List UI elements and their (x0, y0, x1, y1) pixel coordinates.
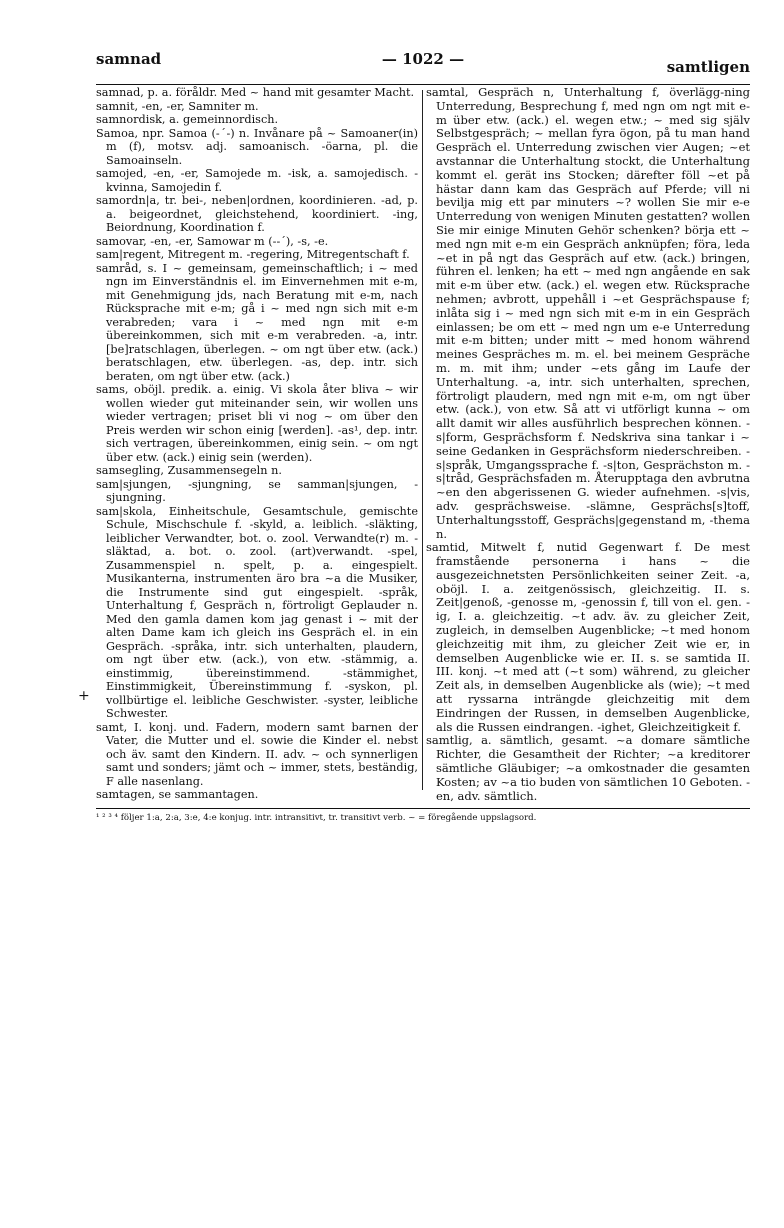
footer-rule (96, 808, 750, 809)
entry: sam|sjungen, -sjungning, se samman|sjungen, -sjungning. (96, 477, 418, 504)
entry: samtid, Mitwelt f, nutid Gegenwart f. De mest framstående personerna i hans ~ die ausgezeichnetsten Persönlichkeiten seiner Zeit. -a, oböjl. I. a. zeitgenössisch, gleichzeitig. II. s. Zeit|genoß, -genosse m, -genossin f, till von el. gen. -ig, I. a. gleichzeitig. ~t adv. äv. zu gleicher Zeit, zugleich, in demselben Augenblicke; ~t med honom gleichzeitig mit ihm, zu gleicher Zeit wie er, in demselben Augenblicke wie er. II. s. se samtida II. III. konj. ~t med att (~t som) während, zu gleicher Zeit als, in demselben Augenblicke als (wie); ~t med att ryssarna inträngde gleichzeitig mit dem Eindringen der Russen, in demselben Augenblicke, als die Russen eindrangen. -ighet, Gleichzeitigkeit f. (426, 540, 750, 734)
footer-legend: ¹ ² ³ ⁴ följer 1:a, 2:a, 3:e, 4:e konjug. intr. intransitivt, tr. transitivt verb. ~ = föregående uppslagsord. (96, 813, 537, 823)
entry: samnordisk, a. gemeinnordisch. (96, 113, 279, 126)
entry: sam|regent, Mitregent m. -regering, Mitregentschaft f. (96, 248, 410, 261)
entry: samt, I. konj. und. Fadern, modern samt barnen der Vater, die Mutter und el. sowie die Kinder el. nebst och äv. samt den Kindern. II. adv. ~ och synnerligen samt und sonders; jämt och ~ immer, stets, beständig, F alle nasenlang. (96, 720, 418, 788)
column-divider (422, 90, 423, 790)
entry: samojed, -en, -er, Samojede m. -isk, a. samojedisch. -kvinna, Samojedin f. (96, 167, 418, 194)
margin-mark: + (78, 688, 90, 704)
page-number: — 1022 — (381, 50, 465, 68)
entry: samnit, -en, -er, Samniter m. (96, 99, 259, 113)
left-column (96, 86, 418, 802)
right-column (426, 86, 750, 803)
entry: Samoa, npr. Samoa (-ˊ-) n. Invånare på ~ Samoaner(in) m (f), motsv. adj. samoanisch. -öarna, pl. die Samoainseln. (96, 126, 418, 167)
entry: samtagen, se sammantagen. (96, 788, 259, 801)
entry: samsegling, Zusammensegeln n. (96, 464, 282, 477)
entry: samovar, -en, -er, Samowar m (--ˊ), -s, -e. (96, 234, 329, 248)
entry: sam|skola, Einheitschule, Gesamtschule, gemischte Schule, Mischschule f. -skyld, a. leiblich. -släkting, leiblicher Verwandter, bot. o. zool. Verwandte(r) m. -släktad, a. bot. o. zool. (art)verwandt. -spel, Zusammenspiel n. spelt, p. a. eingespielt. Musikanterna, instrumenten äro bra ~a die Musiker, die Instrumente sind gut eingespielt. -språk, Unterhaltung f, Gespräch n, förtroligt Geplauder n. Med den gamla damen kom jag genast i ~ mit der alten Dame kam ich gleich ins Gespräch el. in ein Gespräch. -språka, intr. sich unterhalten, plaudern, om ngt über etw. (ack.), von etw. -stämmig, a. einstimmig, übereinstimmend. -stämmighet, Einstimmigkeit, Übereinstimmung f. -syskon, pl. vollbürtige el. leibliche Geschwister. -syster, leibliche Schwester. (96, 504, 418, 720)
header-last-word: samtligen (666, 58, 750, 76)
entry: sams, oböjl. predik. a. einig. Vi skola åter bliva ~ wir wollen wieder gut miteinander sein, wir wollen uns wieder vertragen; priset bli vi nog ~ om über den Preis werden wir schon einig [werden]. -as¹, dep. intr. sich vertragen, übereinkommen, einig sein. ~ om ngt über etw. (ack.) einig sein (werden). (96, 383, 418, 464)
entry: samtlig, a. sämtlich, gesamt. ~a domare sämtliche Richter, die Gesamtheit der Richter; ~a kreditorer sämtliche Gläubiger; ~a omkostnader die gesamten Kosten; av ~a tio buden von sämtlichen 10 Geboten. -en, adv. sämtlich. (426, 733, 750, 803)
entry: samnad, p. a. föråldr. Med ~ hand mit gesamter Macht. (96, 86, 415, 99)
header-first-word: samnad (96, 50, 162, 68)
entry: samordn|a, tr. bei-, neben|ordnen, koordinieren. -ad, p. a. beigeordnet, gleichstehend, koordiniert. -ing, Beiordnung, Koordination f. (96, 194, 418, 234)
entry: samtal, Gespräch n, Unterhaltung f, överlägg-ning Unterredung, Besprechung f, med ngn om ngt mit e-m über etw. (ack.) el. wegen etw.; ~ med sig själv Selbstgespräch; ~ mellan fyra ögon, på tu man hand Gespräch el. Unterredung zwischen vier Augen; ~et avstannar die Unterhaltung stockt, die Unterhaltung kommt el. gerät ins Stocken; därefter föll ~et på hästar dann kam das Gespräch auf Pferde; vill ni bevilja mig ett par minuters ~? wollen Sie mir e-e Unterredung von wenigen Minuten gestatten? wollen Sie mir einige Minuten Gehör schenken? börja ett ~ med ngn mit e-m ein Gespräch anknüpfen; föra, leda ~et in på ngt das Gespräch auf etw. (ack.) bringen, führen el. lenken; ha ett ~ med ngn angående en sak mit e-m über etw. (ack.) el. wegen etw. Rücksprache nehmen; avbrott, uppehåll i ~et Gesprächspause f; inlåta sig i ~ med ngn sich mit e-m in ein Gespräch einlassen; be om ett ~ med ngn um e-e Unterredung mit e-m bitten; under mitt ~ med honom während meines Gespräches m. m. el. bei meinem Gespräche m. m. mit ihm; under ~ets gång im Laufe der Unterhaltung. -a, intr. sich unterhalten, sprechen, förtroligt plaudern, med ngn mit e-m, om ngt über etw. (ack.), von etw. Så att vi utförligt kunna ~ om allt damit wir alles ausführlich besprechen können. -s|form, Gesprächsform f. Nedskriva sina tankar i ~ seine Gedanken in Gesprächsform niederschreiben. -s|språk, Umgangssprache f. -s|ton, Gesprächston m. -s|tråd, Gesprächsfaden m. Återupptaga den avbrutna ~en den abgerissenen G. wieder aufnehmen. -s|vis, adv. gesprächsweise. -slämne, Gesprächs[s]toff, Unterhaltungsstoff, Gesprächs|gegenstand m, -thema n. (426, 85, 750, 541)
page-header (96, 44, 750, 78)
entry: samråd, s. I ~ gemeinsam, gemeinschaftlich; i ~ med ngn im Einverständnis el. im Einvernehmen mit e-m, mit Genehmigung jds, nach Beratung mit e-m, nach Rücksprache mit e-m; gå i ~ med ngn sich mit e-m verabreden; vara i ~ med ngn mit e-m übereinkommen, sich mit e-m verabreden. -a, intr. [be]ratschlagen, überlegen. ~ om ngt über etw. (ack.) beratschlagen, etw. überlegen. -as, dep. intr. sich beraten, om ngt über etw. (ack.) (96, 261, 418, 383)
